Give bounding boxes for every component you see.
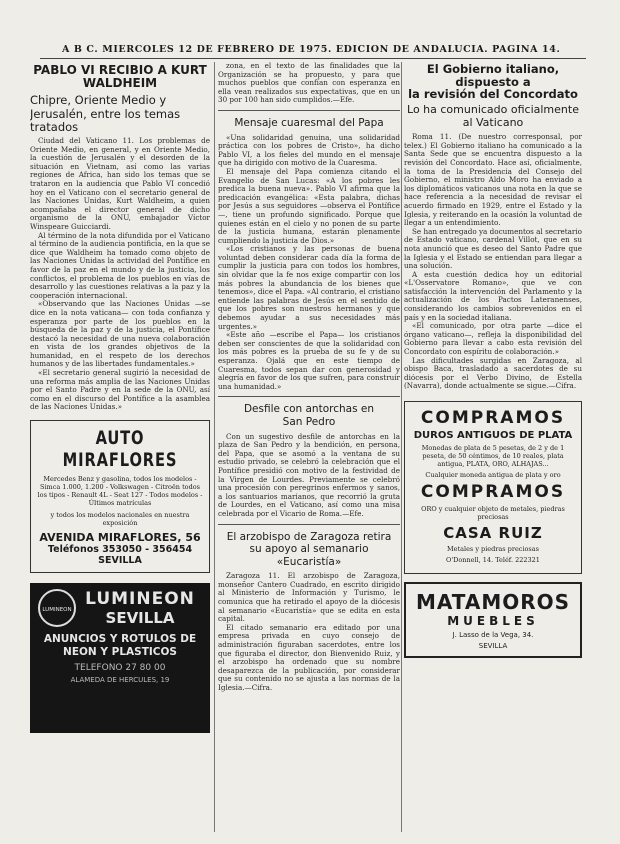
paragraph: El citado semanario era editado por una empresa privada en cuyo consejo de administración figuraban sacerdotes, entre los que figuraba el director, don Bienvenido Ruiz, y el arzobispo ha ordenado que su nombre desaparezca de la publicación, por considerar que su contenido no se ajusta a las normas de la Iglesia.—Cifra. <box>218 622 400 692</box>
ad-text: ORO y cualquier objeto de metales, piedras preciosas <box>421 505 565 522</box>
paragraph: zona, en el texto de las finalidades que la Organización se ha propuesto, y para que muchos pueblos que confían con esperanza en ella vean realizados sus expectativas, que en un 30 por 100 han sido cumplidos.—Efe. <box>218 62 400 105</box>
deck-concordato: Lo ha comunicado oficialmente al Vaticano <box>407 102 579 129</box>
deck-waldheim: Chipre, Oriente Medio y Jerusalén, entre los temas tratados <box>30 93 181 134</box>
header-rule <box>40 58 586 59</box>
article-body-waldheim <box>30 137 210 412</box>
divider <box>218 396 400 397</box>
ad-compramos <box>404 401 582 574</box>
ad-city: SEVILLA <box>105 609 175 628</box>
ad-text: Cualquier moneda antigua de plata y oro <box>425 471 561 480</box>
column-separator <box>401 62 402 832</box>
ad-title: COMPRAMOS <box>420 482 566 503</box>
article-body-mensaje <box>218 134 400 392</box>
column-3 <box>404 62 582 658</box>
ad-text: Metales y piedras preciosas <box>447 545 539 554</box>
column-separator <box>214 62 215 832</box>
paragraph: «Observando que las Naciones Unidas —se dice en la nota vaticana— con toda confianza y esperanza por parte de los pueblos en la búsqueda de la paz y de la justicia, el Pontífice destacó la necesidad de una nueva colaboración en vista de los grandes objetivos de la humanidad, en el respeto de los derechos humanos y de las libertades fundamentales.» <box>30 299 210 369</box>
headline-desfile: Desfile con antorchas en San Pedro <box>243 403 375 428</box>
ad-shop-name: CASA RUIZ <box>443 524 543 543</box>
article-body-zaragoza <box>218 572 400 692</box>
divider <box>218 110 400 111</box>
paragraph: «El comunicado, por otra parte —dice el órgano vaticano—, refleja la disponibilidad del Gobierno para llevar a cabo esta revisión del Concordato con espíritu de colaboración.» <box>404 321 582 357</box>
ad-title: AUTO MIRAFLORES <box>62 427 178 472</box>
ad-title: COMPRAMOS <box>420 408 566 429</box>
ad-subtitle: MUEBLES <box>447 614 539 629</box>
ad-text: Monedas de plata de 5 pesetas, de 2 y de 1 peseta, de 50 céntimos, de 10 reales, plata antigua, PLATA, ORO, ALHAJAS... <box>421 444 565 469</box>
paragraph: Roma 11. (De nuestro corresponsal, por telex.) El Gobierno italiano ha comunicado a la Santa Sede que se encuentra dispuesto a la revisión del Concordato. Hace así, oficialmente, la toma de la Presidencia del Consejo del Gobierno, el ministro Aldo Moro ha enviado a los diplomáticos vaticanos una nota en la que se hace referencia a la necesidad de revisar el acuerdo firmado en 1929, entre el Estado y la Iglesia, y reiterando en la ocasión la voluntad de llegar a un entendimiento. <box>404 132 582 228</box>
divider <box>218 524 400 525</box>
article-body-concordato <box>404 133 582 391</box>
paragraph: Con un sugestivo desfile de antorchas en la plaza de San Pedro y la bendición, en persona, del Papa, que se asomó a la ventana de su estudio privado, se celebró la celebración que el Pontífice presidió con motivo de la festividad de la Virgen de Lourdes. Previamente se celebró una procesión con peregrinos enfermos y sanos, a los santuarios marianos, que recorrió la gruta de Lourdes, en el Vaticano, así como una misa celebrada por el Vicario de Roma.—Efe. <box>218 431 400 518</box>
article-continuation <box>218 62 400 105</box>
paragraph: Ciudad del Vaticano 11. Los problemas de Oriente Medio, en general, y en Oriente Medio, la cuestión de Jerusalén y el desorden de la situación en Vietnam, así como las varias regiones de Africa, han sido los temas que se trataron en la audiencia que Pablo VI concedió hoy en el Vaticano con el secretario general de las Naciones Unidas, Kurt Waldheim, a quien acompañaba el director general de dicho organismo de la ONU, embajador Víctor Winspeare Guicciardi. <box>30 136 210 231</box>
ad-address: ALAMEDA DE HERCULES, 19 <box>70 676 170 685</box>
paragraph: «Los cristianos y las personas de buena voluntad deben considerar cada día la forma de cumplir la justicia para con todos los hombres, sin olvidar que la fe nos exige compartir con los más pobres la abundancia de los bienes que tenemos», dice el Papa. «Al contrario, el cristiano entiende las palabras de Jesús en el sentido de que los pobres son nuestros hermanos y que debemos ayudar a sus necesidades más urgentes.» <box>218 244 400 331</box>
page-header: A B C. MIERCOLES 12 DE FEBRERO DE 1975. EDICION DE ANDALUCIA. PAGINA 14. <box>62 44 561 55</box>
ad-title: MATAMOROS <box>415 590 571 615</box>
ad-text: Mercedes Benz y gasolina, todos los modelos - Simca 1.000, 1.200 - Volkswagen - Citroën todos los tipos - Renault 4L - Seat 127 - Todos modelos - Últimos matrículas <box>37 475 203 508</box>
headline-zaragoza: El arzobispo de Zaragoza retira su apoyo al semanario «Eucaristía» <box>226 530 392 568</box>
paragraph: «Este año —escribe el Papa— los cristianos deben ser conscientes de que la solidaridad con los más pobres es la prueba de su fe y de su esperanza. Ojalá que en este tiempo de Cuaresma, todos sepan dar con generosidad y alegría en favor de los que sufren, para construir una humanidad.» <box>218 330 400 391</box>
ad-phone: TELEFONO 27 80 00 <box>74 663 166 674</box>
ad-phones: Teléfonos 353050 - 356454 <box>47 544 193 556</box>
headline-concordato: El Gobierno italiano, dispuesto a la revisión del Concordato <box>408 62 578 102</box>
paragraph: Zaragoza 11. El arzobispo de Zaragoza, monseñor Cantero Cuadrado, en escrito dirigido al Ministerio de Información y Turismo, le comunica que ha retirado el apoyo de la diócesis al semanario «Eucaristía» que se edita en esta capital. <box>218 571 400 624</box>
ad-address: O'Donnell, 14. Teléf. 222321 <box>446 556 540 565</box>
paragraph: «El secretario general sugirió la necesidad de una reforma más amplia de las Naciones Unidas por el Santo Padre y en la sede de la ONU, así como en el discurso del Pontífice a la asamblea de las Naciones Unidas.» <box>30 368 210 412</box>
ad-subtitle: DUROS ANTIGUOS DE PLATA <box>413 430 573 442</box>
paragraph: Se han entregado ya documentos al secretario de Estado vaticano, cardenal Villot, que en su nota anunció que es deseo del Santo Padre que la Iglesia y el Estado se entiendan para llegar a una solución. <box>404 226 582 271</box>
column-2 <box>218 62 400 693</box>
paragraph: Las dificultades surgidas en Zaragoza, al obispo Baca, trasladado a sacerdotes de su diócesis por el Verbo Divino, de Estella (Navarra), donde actualmente se sigue.—Cifra. <box>404 355 582 391</box>
ad-address: AVENIDA MIRAFLORES, 56 <box>39 531 201 545</box>
headline-waldheim: PABLO VI RECIBIO A KURT WALDHEIM <box>33 63 207 91</box>
ad-auto-miraflores <box>30 420 210 573</box>
ad-lumineon <box>30 583 210 733</box>
lumineon-logo: LUMINEON <box>38 589 76 627</box>
ad-title: LUMINEON <box>85 589 195 610</box>
ad-text: y todos los modelos nacionales en nuestra exposición <box>50 511 190 528</box>
ad-city: SEVILLA <box>478 642 508 651</box>
paragraph: «Una solidaridad genuina, una solidaridad práctica con los pobres de Cristo», ha dicho Pablo VI, a los fieles del mundo en el mensaje que ha dirigido con motivo de la Cuaresma. <box>218 132 400 168</box>
ad-tagline: ANUNCIOS Y ROTULOS DE NEON Y PLASTICOS <box>43 633 197 659</box>
paragraph: El mensaje del Papa comienza citando el Evangelio de San Lucas: «A los pobres les predica la buena nueva». Pablo VI afirma que la predicación evangélica: «Esta palabra, dichas por Jesús a sus seguidores —observa el Pontífice—, tiene un profundo significado. Porque que quienes están en el cielo y no ponen de su parte de la justicia humana, estarán plenamente cumpliendo la justicia de Dios.» <box>218 166 400 245</box>
paragraph: A esta cuestión dedica hoy un editorial «L'Osservatore Romano», que ve con satisfacción la intervención del Parlamento y la actualización de los Pactos Lateranenses, considerando los cambios sobrevenidos en el país y en la sociedad italiana. <box>404 269 582 322</box>
ad-address: J. Lasso de la Vega, 34. <box>452 631 534 640</box>
ad-matamoros <box>404 582 582 658</box>
paragraph: Al término de la nota difundida por el Vaticano al término de la audiencia pontificia, en la que se dice que Waldheim ha tomado como objeto de las Naciones Unidas la actividad del Pontífice en favor de la paz en el mundo y de la justicia, los conflictos, el problema de los pueblos en vías de desarrollo y las cuestiones relativas a la paz y la cooperación internacional. <box>30 230 210 300</box>
ad-city: SEVILLA <box>98 555 142 567</box>
column-1 <box>30 62 210 733</box>
article-body-desfile <box>218 433 400 519</box>
headline-mensaje-cuaresmal: Mensaje cuaresmal del Papa <box>234 116 384 129</box>
